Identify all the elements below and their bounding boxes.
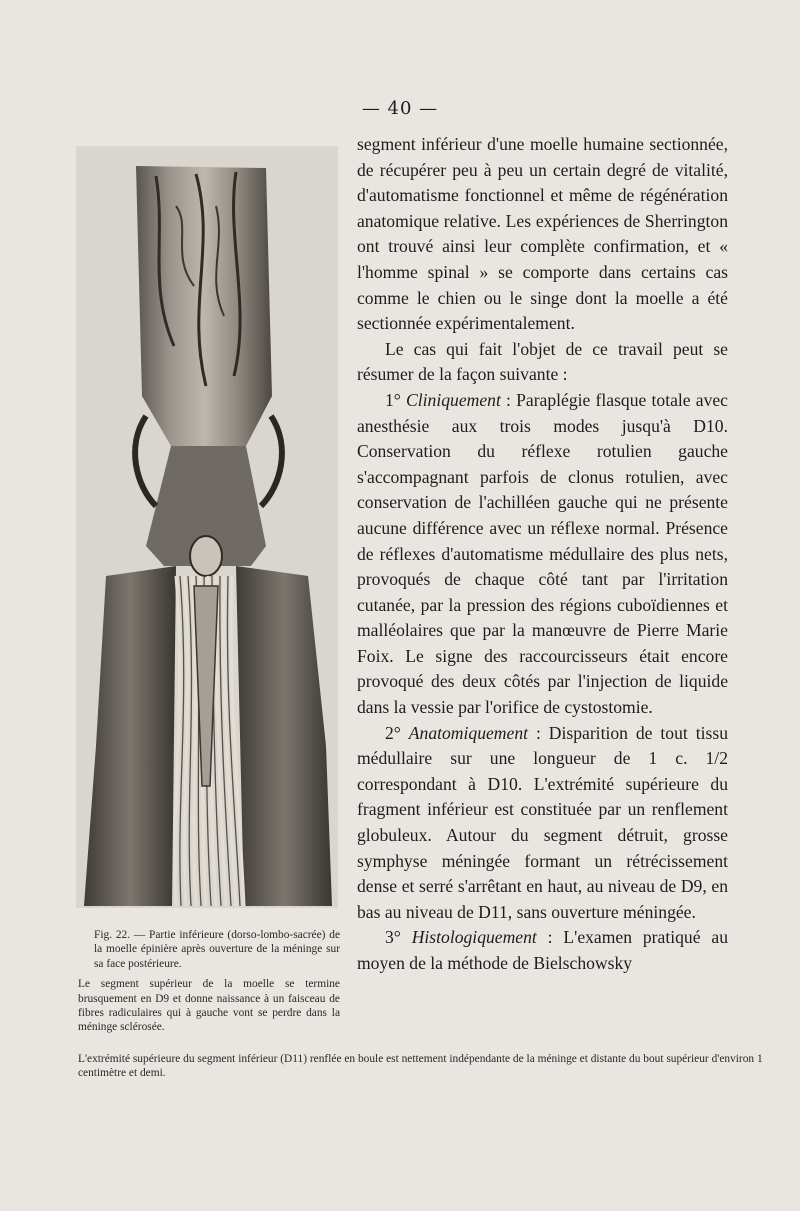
paragraph-histological xyxy=(357,925,728,976)
figure-caption-wide xyxy=(78,1052,778,1081)
caption-title: Fig. 22. — Partie inférieure (dorso-lombo-sacrée) de la moelle épinière après ouverture de la méninge sur sa face postérieure. xyxy=(94,929,340,970)
page-number: — 40 — xyxy=(361,98,439,119)
caption-wide-text: L'extrémité supérieure du segment inférieur (D11) renflée en boule est nettement indépendante de la méninge et distante du bout supérieur d'environ 1 centimètre et demi. xyxy=(78,1053,763,1080)
paragraph-anatomical xyxy=(357,721,728,926)
spinal-cord-figure xyxy=(76,146,338,908)
paragraph-clinical xyxy=(357,388,728,721)
caption-body: Le segment supérieur de la moelle se termine brusquement en D9 et donne naissance à un faisceau de fibres radiculaires qui à gauche vont se perdre dans la méninge sclérosée. xyxy=(78,978,340,1034)
histological-text: : L'examen pratiqué au moyen de la méthode de Bielschowsky xyxy=(357,927,728,973)
anatomical-text: : Disparition de tout tissu médullaire sur une longueur de 1 c. 1/2 correspondant à D10. L'extrémité supérieure du fragment inférieur est constituée par un renflement globuleux. Autour du segment détruit, grosse symphyse méningée formant un rétrécissement dense et serré s'arrêtant en haut, au niveau de D9, en bas au niveau de D11, sans ouverture méningée. xyxy=(357,722,728,922)
anatomical-label: Anatomiquement xyxy=(408,722,529,743)
histological-label: Histologiquement xyxy=(411,927,537,948)
body-text-column xyxy=(357,132,728,977)
figure-caption xyxy=(78,928,340,1041)
paragraph-2: Le cas qui fait l'objet de ce travail peut se résumer de la façon suivante : xyxy=(357,338,728,385)
histological-number: 3° xyxy=(385,927,401,948)
anatomical-number: 2° xyxy=(385,722,401,743)
spinal-cord-illustration xyxy=(76,146,338,908)
clinical-text: : Paraplégie flasque totale avec anesthésie aux trois modes jusqu'à D10. Conservation du réflexe rotulien gauche s'accompagnant parfois de clonus rotulien, avec conservation de l'achilléen gauche qui ne présente aucune différence avec un réflexe normal. Présence de réflexes d'automatisme médullaire des plus nets, provoqués de chaque côté tant par l'irritation cutanée, par la pression des régions cuboïdiennes et malléolaires que par la manœuvre de Pierre Marie Foix. Le signe des raccourcisseurs était encore provoqué des deux côtés par l'injection de liquide dans la vessie par l'orifice de cystostomie. xyxy=(357,389,728,718)
clinical-number: 1° xyxy=(385,389,401,410)
clinical-label: Cliniquement xyxy=(406,389,501,410)
paragraph-1: segment inférieur d'une moelle humaine sectionnée, de récupérer peu à peu un certain degré de vitalité, d'automatisme fonctionnel et même de régénération anatomique relative. Les expériences de Sherrington ont trouvé ainsi leur complète confirmation, et « l'homme spinal » se comporte dans certains cas comme le chien ou le singe dont la moelle a été sectionnée expérimentalement. xyxy=(357,134,728,334)
